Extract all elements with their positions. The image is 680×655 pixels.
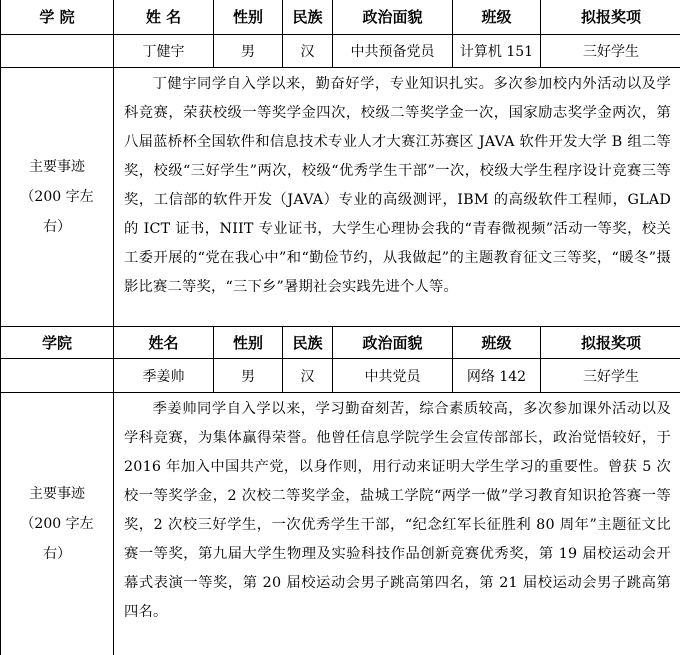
deeds-paragraph: 丁健宇同学自入学以来，勤奋好学，专业知识扎实。多次参加校内外活动以及学科竞赛，荣获校级一等奖学金四次，校级二等奖学金一次，国家励志奖学金两次，第八届蓝桥杯全国软件和信息技术专业人才大赛江苏赛区 JAVA 软件开发大学 B 组二等奖，校级“三好学生”两次，校级“优秀学生干部”一次，校级大学生程序设计竞赛三等奖，工信部的软件开发（JAVA）专业的高级测评，IBM 的高级软件工程师，GLAD 的 ICT 证书，NIIT 专业证书，大学生心理协会我的“青春微视频”活动一等奖，校关工委开展的“党在我心中”和“勤俭节约，从我做起”的主题教育征文三等奖，“暖冬”摄影比赛二等奖，“三下乡”暑期社会实践先进个人等。	[124, 70, 671, 302]
student-award: 三好学生	[541, 35, 680, 68]
header-row	[1, 0, 680, 35]
deeds-paragraph: 季姜帅同学自入学以来，学习勤奋刻苦，综合素质较高，多次参加课外活动以及学科竞赛，为集体赢得荣誉。他曾任信息学院学生会宣传部部长，政治觉悟较好，于 2016 年加入中国共产党，以身作则，用行动来证明大学生学习的重要性。曾获 5 次校一等奖学金，2 次校二等奖学金，盐城工学院“两学一做”学习教育知识抢答赛一等奖，2 次校三好学生，一次优秀学生干部，“纪念红军长征胜利 80 周年”主题征文比赛一等奖，第九届大学生物理及实验科技作品创新竞赛优秀奖，第 19 届校运动会开幕式表演一等奖，第 20 届校运动会男子跳高第四名，第 21 届校运动会男子跳高第四名。	[124, 395, 671, 627]
student-award: 三好学生	[541, 359, 680, 393]
header-name: 姓名	[114, 327, 214, 359]
header-name: 姓 名	[114, 0, 214, 35]
header-row	[1, 327, 680, 359]
deeds-label-line: 右）	[1, 212, 113, 242]
student-name: 季姜帅	[114, 359, 214, 393]
deeds-label	[1, 68, 114, 327]
header-class: 班级	[453, 327, 541, 359]
student-class: 网络 142	[453, 359, 541, 393]
student-class: 计算机 151	[453, 35, 541, 68]
student-political-status: 中共党员	[333, 359, 453, 393]
header-college: 学院	[1, 327, 114, 359]
header-ethnicity: 民族	[283, 0, 333, 35]
student-political-status: 中共预备党员	[333, 35, 453, 68]
header-political-status: 政治面貌	[333, 327, 453, 359]
header-ethnicity: 民族	[283, 327, 333, 359]
student-ethnicity: 汉	[283, 359, 333, 393]
student-ethnicity: 汉	[283, 35, 333, 68]
header-award: 拟报奖项	[541, 0, 680, 35]
student-gender: 男	[214, 35, 283, 68]
student-row	[1, 35, 680, 68]
header-gender: 性别	[214, 0, 283, 35]
header-award: 拟报奖项	[541, 327, 680, 359]
deeds-label	[1, 393, 114, 655]
header-class: 班级	[453, 0, 541, 35]
student-gender: 男	[214, 359, 283, 393]
deeds-row	[1, 393, 680, 655]
deeds-label-line: （200 字左	[1, 182, 113, 212]
header-gender: 性别	[214, 327, 283, 359]
student-college	[1, 35, 114, 68]
deeds-label-line: 右）	[1, 539, 113, 569]
deeds-label-line: （200 字左	[1, 509, 113, 539]
deeds-row	[1, 68, 680, 327]
student-name: 丁健宇	[114, 35, 214, 68]
deeds-label-line: 主要事迹	[1, 479, 113, 509]
deeds-text	[114, 68, 680, 327]
header-political-status: 政治面貌	[333, 0, 453, 35]
deeds-label-line: 主要事迹	[1, 152, 113, 182]
student-row	[1, 359, 680, 393]
student-college	[1, 359, 114, 393]
deeds-text	[114, 393, 680, 655]
header-college: 学 院	[1, 0, 114, 35]
